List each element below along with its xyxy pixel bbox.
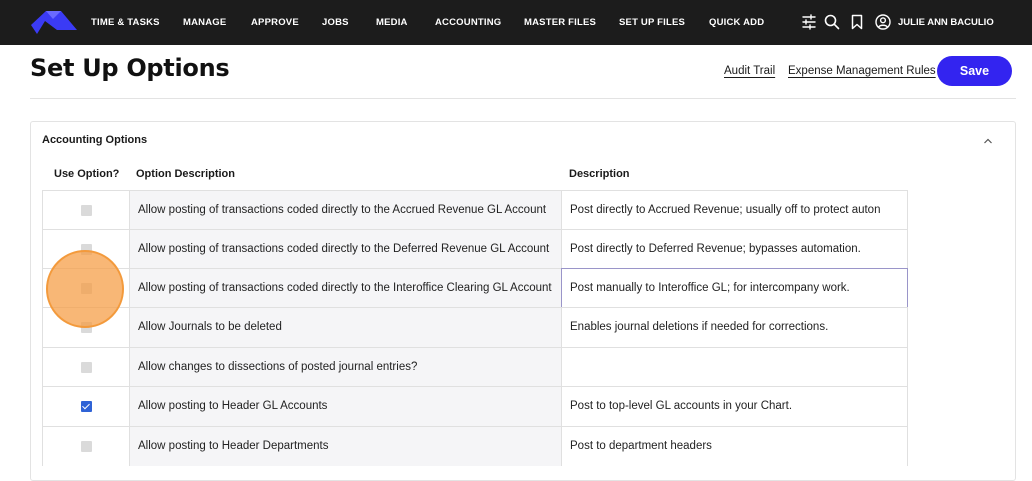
use-option-checkbox[interactable] bbox=[81, 401, 92, 412]
search-icon[interactable] bbox=[823, 13, 841, 31]
header-divider bbox=[30, 98, 1016, 99]
bookmark-icon[interactable] bbox=[848, 13, 866, 31]
use-option-checkbox[interactable] bbox=[81, 205, 92, 216]
nav-manage[interactable]: MANAGE bbox=[183, 17, 227, 28]
nav-master-files[interactable]: MASTER FILES bbox=[524, 17, 597, 28]
use-option-checkbox[interactable] bbox=[81, 362, 92, 373]
option-description-cell: Allow changes to dissections of posted journal entries? bbox=[129, 347, 561, 387]
column-header-use-option: Use Option? bbox=[54, 168, 120, 180]
logo-icon[interactable] bbox=[31, 10, 77, 34]
description-input[interactable]: Post directly to Accrued Revenue; usually off to protect auton bbox=[561, 190, 908, 230]
nav-time-tasks[interactable]: TIME & TASKS bbox=[91, 17, 160, 28]
sliders-icon[interactable] bbox=[800, 13, 818, 31]
use-option-cell bbox=[42, 268, 129, 308]
table-row bbox=[42, 347, 908, 387]
option-description-cell: Allow posting to Header Departments bbox=[129, 426, 561, 466]
nav-set-up-files[interactable]: SET UP FILES bbox=[619, 17, 686, 28]
table-row bbox=[42, 426, 908, 466]
use-option-cell bbox=[42, 347, 129, 387]
use-option-cell bbox=[42, 386, 129, 426]
description-input[interactable]: Post to department headers bbox=[561, 426, 908, 466]
nav-jobs[interactable]: JOBS bbox=[322, 17, 349, 28]
column-header-description: Description bbox=[569, 168, 630, 180]
description-input[interactable] bbox=[561, 347, 908, 387]
option-description-cell: Allow Journals to be deleted bbox=[129, 307, 561, 347]
option-description-cell: Allow posting of transactions coded directly to the Accrued Revenue GL Account bbox=[129, 190, 561, 230]
option-description-cell: Allow posting to Header GL Accounts bbox=[129, 386, 561, 426]
table-row bbox=[42, 229, 908, 269]
chevron-up-icon[interactable] bbox=[982, 135, 994, 147]
save-button[interactable]: Save bbox=[937, 56, 1012, 86]
user-name[interactable]: JULIE ANN BACULIO bbox=[898, 17, 994, 28]
description-input[interactable]: Post directly to Deferred Revenue; bypasses automation. bbox=[561, 229, 908, 269]
nav-accounting[interactable]: ACCOUNTING bbox=[435, 17, 502, 28]
description-input[interactable]: Post to top-level GL accounts in your Chart. bbox=[561, 386, 908, 426]
use-option-cell bbox=[42, 190, 129, 230]
use-option-checkbox[interactable] bbox=[81, 244, 92, 255]
description-input[interactable]: Enables journal deletions if needed for corrections. bbox=[561, 307, 908, 347]
top-nav-bar bbox=[0, 0, 1032, 45]
panel-title: Accounting Options bbox=[42, 134, 148, 146]
use-option-cell bbox=[42, 307, 129, 347]
table-row bbox=[42, 386, 908, 426]
use-option-cell bbox=[42, 229, 129, 269]
nav-approve[interactable]: APPROVE bbox=[251, 17, 299, 28]
option-description-cell: Allow posting of transactions coded directly to the Deferred Revenue GL Account bbox=[129, 229, 561, 269]
table-row bbox=[42, 268, 908, 308]
use-option-cell bbox=[42, 426, 129, 466]
nav-quick-add[interactable]: QUICK ADD bbox=[709, 17, 765, 28]
use-option-checkbox[interactable] bbox=[81, 441, 92, 452]
page-title: Set Up Options bbox=[30, 54, 230, 82]
use-option-checkbox[interactable] bbox=[81, 322, 92, 333]
table-row bbox=[42, 190, 908, 230]
use-option-checkbox[interactable] bbox=[81, 283, 92, 294]
expense-management-rules-link[interactable]: Expense Management Rules bbox=[788, 65, 936, 77]
option-description-cell: Allow posting of transactions coded directly to the Interoffice Clearing GL Account bbox=[129, 268, 561, 308]
nav-media[interactable]: MEDIA bbox=[376, 17, 408, 28]
table-row bbox=[42, 307, 908, 347]
audit-trail-link[interactable]: Audit Trail bbox=[724, 65, 776, 77]
column-header-option-description: Option Description bbox=[136, 168, 235, 180]
user-circle-icon[interactable] bbox=[874, 13, 892, 31]
description-input[interactable]: Post manually to Interoffice GL; for intercompany work. bbox=[561, 268, 908, 308]
